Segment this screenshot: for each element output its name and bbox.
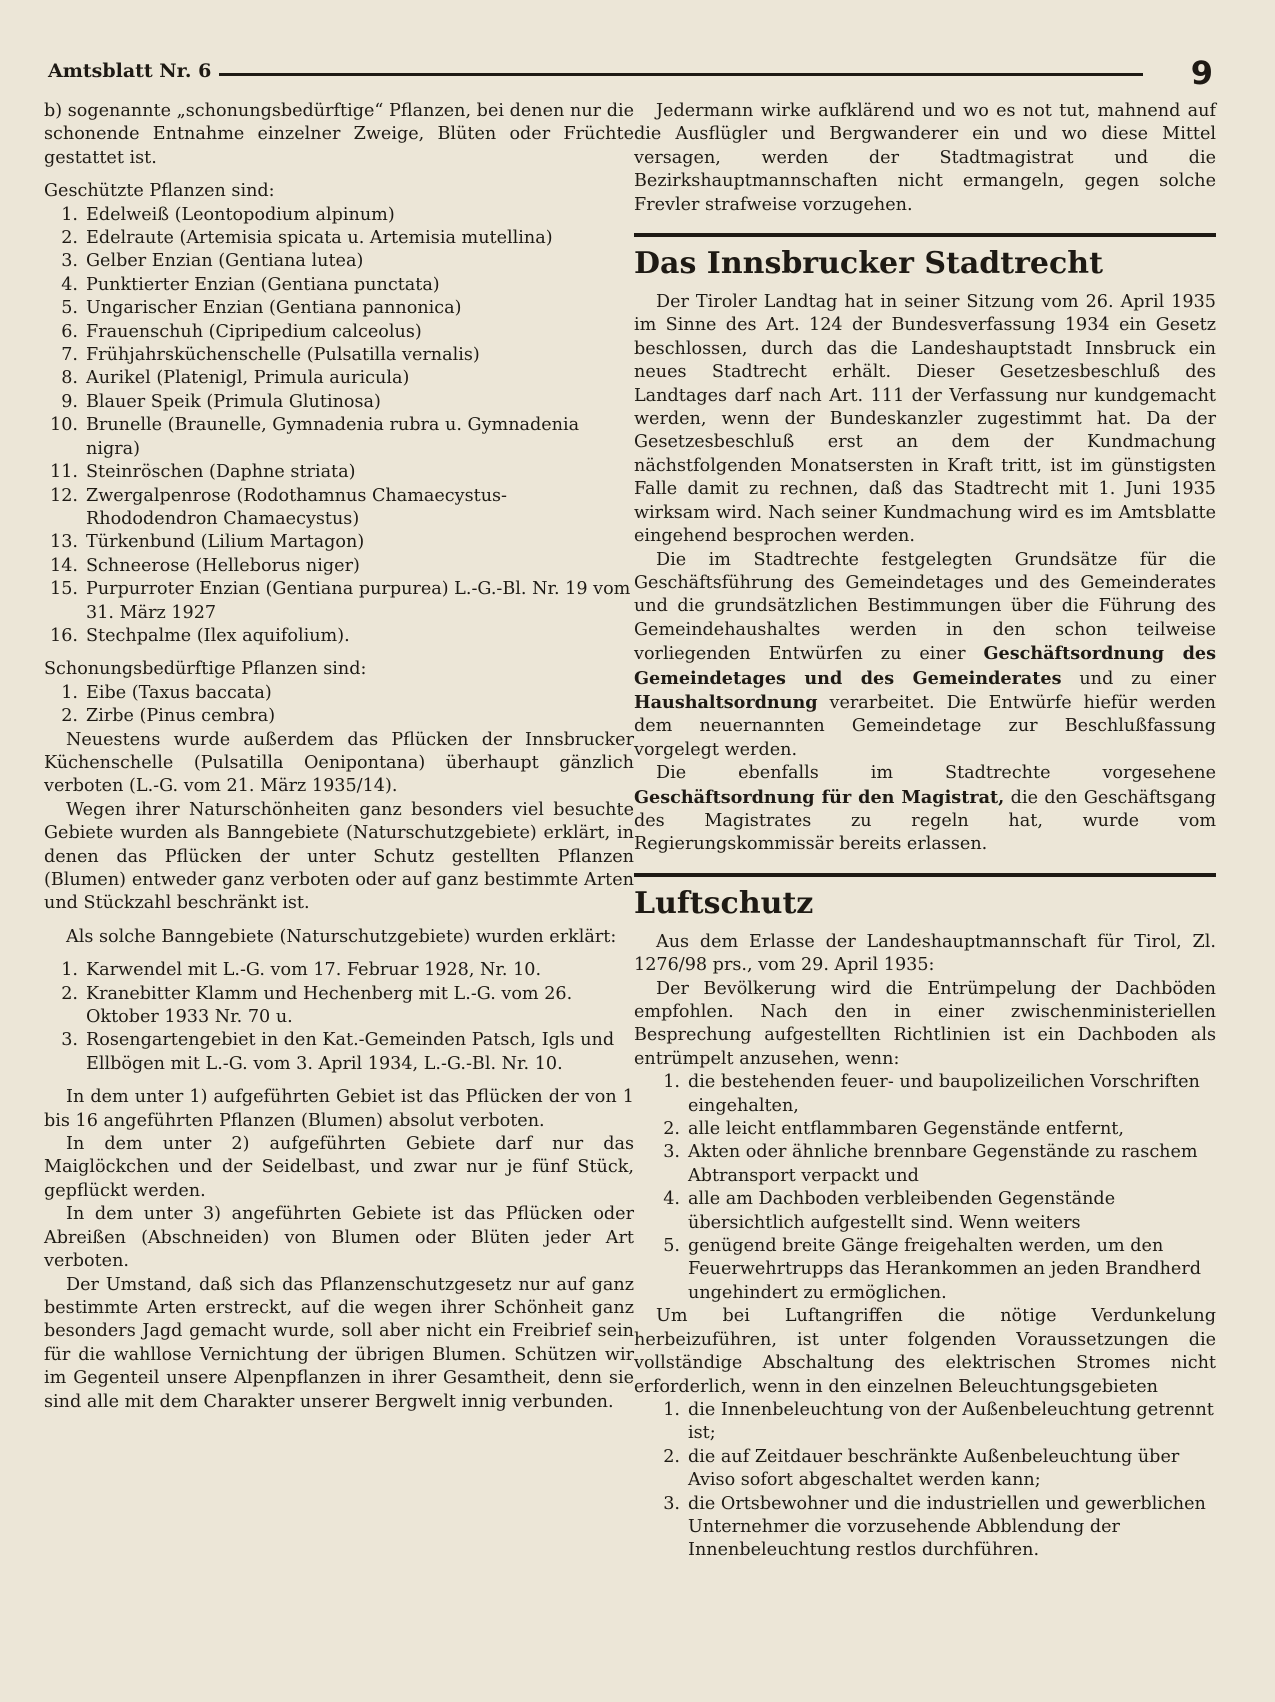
neuestens-paragraph: Neuestens wurde außerdem das Pflücken der Innsbrucker Küchenschelle (Pulsatilla Oenipontana) überhaupt gänzlich verboten (L.-G. vom 21. März 1935/14).: [44, 729, 634, 797]
list-item: 1. die Innenbeleuchtung von der Außenbeleuchtung getrennt ist;: [663, 1399, 1214, 1444]
list-item: 1. Karwendel mit L.-G. vom 17. Februar 1928, Nr. 10.: [61, 960, 542, 981]
luftschutz-title: Luftschutz: [634, 885, 814, 921]
tiroler-paragraph: Der Tiroler Landtag hat in seiner Sitzung vom 26. April 1935 im Sinne des Art. 124 der Bundesverfassung 1934 ein Gesetz beschlossen, durch das die Landeshauptstadt Innsbruck ein neues Stadtrecht erhält. Dieser Gesetzesbeschluß des Landtages darf nach Art. 111 der Verfassung nur kundgemacht werden, wenn der Bundeskanzler zugestimmt hat. Da der Gesetzesbeschluß erst an dem der Kundmachung nächstfolgenden Monatsersten in Kraft tritt, ist im günstigsten Falle damit zu rechnen, daß das Stadtrecht mit 1. Juni 1935 wirksam wird. Nach seiner Kundmachung wird es im Amtsblatte eingehend besprochen werden.: [634, 292, 1216, 547]
stadtrecht-title: Das Innsbrucker Stadtrecht: [634, 246, 1103, 282]
list-item: 9. Blauer Speik (Primula Glutinosa): [61, 391, 381, 412]
verdunkelung-paragraph: Um bei Luftangriffen die nötige Verdunkelung herbeizuführen, ist unter folgenden Voraussetzungen die vollständige Abschaltung des elektrischen Stromes nicht erforderlich, wenn in den einzelnen Beleuchtungsgebieten: [634, 1306, 1216, 1397]
list-item: 2. die auf Zeitdauer beschränkte Außenbeleuchtung über Aviso sofort abgeschaltet werden kann;: [663, 1446, 1180, 1491]
page-header: [48, 54, 1213, 92]
dachboden-list: [634, 1071, 1216, 1305]
list-item: 11. Steinröschen (Daphne striata): [50, 462, 356, 483]
in2-paragraph: In dem unter 2) aufgeführten Gebiete darf nur das Maiglöckchen und der Seidelbast, und zwar nur je fünf Stück, gepflückt werden.: [44, 1134, 634, 1201]
issue-label: Amtsblatt Nr. 6: [48, 60, 219, 82]
list-item: 7. Frühjahrsküchenschelle (Pulsatilla vernalis): [61, 345, 480, 366]
item-b-paragraph: b) sogenannte „schonungsbedürftige“ Pflanzen, bei denen nur die schonende Entnahme einzelner Zweige, Blüten oder Früchte gestattet ist.: [44, 101, 634, 168]
umstand-paragraph: Der Umstand, daß sich das Pflanzenschutzgesetz nur auf ganz bestimmte Arten erstreckt, auf die wegen ihrer Schönheit ganz besonders Jagd gemacht wurde, soll aber nicht ein Freibrief sein für die wahllose Vernichtung der übrigen Blumen. Schützen wir im Gegenteil unsere Alpenpflanzen in ihrer Gesamtheit, denn sie sind alle mit dem Charakter unserer Bergwelt innig verbunden.: [44, 1274, 634, 1412]
header-rule: [198, 73, 1143, 76]
list-item: 5. genügend breite Gänge freigehalten werden, um den Feuerwehrtrupps das Herankommen an jeden Brandherd ungehindert zu ermöglichen.: [663, 1236, 1202, 1303]
list-item: 1. Eibe (Taxus baccata): [61, 682, 272, 703]
in3-paragraph: In dem unter 3) angeführten Gebiete ist das Pflücken oder Abreißen (Abschneiden) von Blumen oder Blüten jeder Art verboten.: [44, 1204, 634, 1272]
list-item: 14. Schneerose (Helleborus niger): [50, 555, 360, 576]
list-item: 4. Punktierter Enzian (Gentiana punctata): [61, 274, 440, 295]
beleuchtung-list: [634, 1399, 1216, 1563]
schon-heading: Schonungsbedürftige Pflanzen sind:: [44, 659, 367, 680]
list-item: 10. Brunelle (Braunelle, Gymnadenia rubra u. Gymnadenia nigra): [50, 415, 580, 459]
left-column: [44, 100, 634, 1414]
in1-paragraph: In dem unter 1) aufgeführten Gebiet ist das Pflücken der von 1 bis 16 angeführten Pflanzen (Blumen) absolut verboten.: [44, 1087, 634, 1131]
protected-list: [44, 204, 634, 649]
protected-heading: Geschützte Pflanzen sind:: [44, 181, 275, 202]
ebenfalls-paragraph: Die ebenfalls im Stadtrechte vorgesehene Geschäftsordnung für den Magistrat, die den Geschäftsgang des Magistrates zu regeln hat, wurde vom Regierungskommissär bereits erlassen.: [634, 763, 1216, 855]
list-item: 8. Aurikel (Platenigl, Primula auricula): [61, 368, 410, 389]
list-item: 5. Ungarischer Enzian (Gentiana pannonica): [61, 298, 462, 319]
schon-list: [44, 682, 634, 729]
wegen-paragraph: Wegen ihrer Naturschönheiten ganz besonders viel besuchte Gebiete wurden als Banngebiete (Naturschutzgebiete) erklärt, in denen das Pflücken der unter Schutz gestellten Pflanzen (Blumen) entweder ganz verboten oder auf ganz bestimmte Arten und Stückzahl beschränkt ist.: [44, 799, 634, 914]
right-column: [634, 100, 1216, 1563]
list-item: 3. Akten oder ähnliche brennbare Gegenstände zu raschem Abtransport verpackt und: [663, 1142, 1198, 1186]
list-item: 2. Zirbe (Pinus cembra): [61, 706, 276, 727]
bann-list: [44, 959, 634, 1076]
list-item: 1. Edelweiß (Leontopodium alpinum): [61, 204, 395, 225]
page-number: 9: [1190, 54, 1213, 92]
aus-paragraph: Aus dem Erlasse der Landeshauptmannschaft für Tirol, Zl. 1276/98 prs., vom 29. April 1935:: [634, 931, 1216, 976]
list-item: 3. Gelber Enzian (Gentiana lutea): [61, 251, 364, 272]
list-item: 2. Edelraute (Artemisia spicata u. Artemisia mutellina): [61, 228, 553, 249]
grundsaetze-paragraph: Die im Stadtrechte festgelegten Grundsätze für die Geschäftsführung des Gemeindetages und des Gemeinderates und die grundsätzlichen Bestimmungen über die Führung des Gemeindehaushaltes werden in den schon teilweise vorliegenden Entwürfen zu einer Geschäftsordnung des Gemeindetages und des Gemeinderates und zu einer Haushaltsordnung verarbeitet. Die Entwürfe hiefür werden dem neuernannten Gemeindetage zur Beschlußfassung vorgelegt werden.: [634, 549, 1217, 760]
bevoelkerung-paragraph: Der Bevölkerung wird die Entrümpelung der Dachböden empfohlen. Nach den in einer zwischenministeriellen Besprechung aufgestellten Richtlinien ist ein Dachboden als entrümpelt anzusehen, wenn:: [634, 978, 1216, 1069]
bann-heading: Als solche Banngebiete (Naturschutzgebiete) wurden erklärt:: [66, 926, 617, 947]
list-item: 6. Frauenschuh (Cipripedium calceolus): [61, 321, 422, 342]
list-item: 1. die bestehenden feuer- und baupolizeilichen Vorschriften eingehalten,: [663, 1072, 1200, 1116]
section-rule: [634, 873, 1216, 877]
list-item: 12. Zwergalpenrose (Rodothamnus Chamaecystus-Rhododendron Chamaecystus): [50, 485, 508, 529]
list-item: 2. alle leicht entflammbaren Gegenstände entfernt,: [663, 1119, 1124, 1140]
list-item: 15. Purpurroter Enzian (Gentiana purpurea) L.-G.-Bl. Nr. 19 vom 31. März 1927: [50, 579, 631, 623]
list-item: 3. die Ortsbewohner und die industriellen und gewerblichen Unternehmer die vorzusehende Abblendung der Innenbeleuchtung restlos durchführen.: [663, 1493, 1206, 1561]
list-item: 3. Rosengartengebiet in den Kat.-Gemeinden Patsch, Igls und Ellbögen mit L.-G. vom 3. April 1934, L.-G.-Bl. Nr. 10.: [61, 1030, 615, 1074]
section-rule: [634, 233, 1216, 237]
jedermann-paragraph: Jedermann wirke aufklärend und wo es not tut, mahnend auf die Ausflügler und Bergwanderer ein und wo diese Mittel versagen, werden der Stadtmagistrat und die Bezirkshauptmannschaften nicht ermangeln, gegen solche Frevler strafweise vorzugehen.: [634, 101, 1216, 215]
list-item: 4. alle am Dachboden verbleibenden Gegenstände übersichtlich aufgestellt sind. Wenn weiters: [663, 1189, 1116, 1233]
list-item: 13. Türkenbund (Lilium Martagon): [50, 532, 365, 553]
list-item: 2. Kranebitter Klamm und Hechenberg mit L.-G. vom 26. Oktober 1933 Nr. 70 u.: [61, 983, 573, 1028]
list-item: 16. Stechpalme (Ilex aquifolium).: [50, 625, 350, 646]
